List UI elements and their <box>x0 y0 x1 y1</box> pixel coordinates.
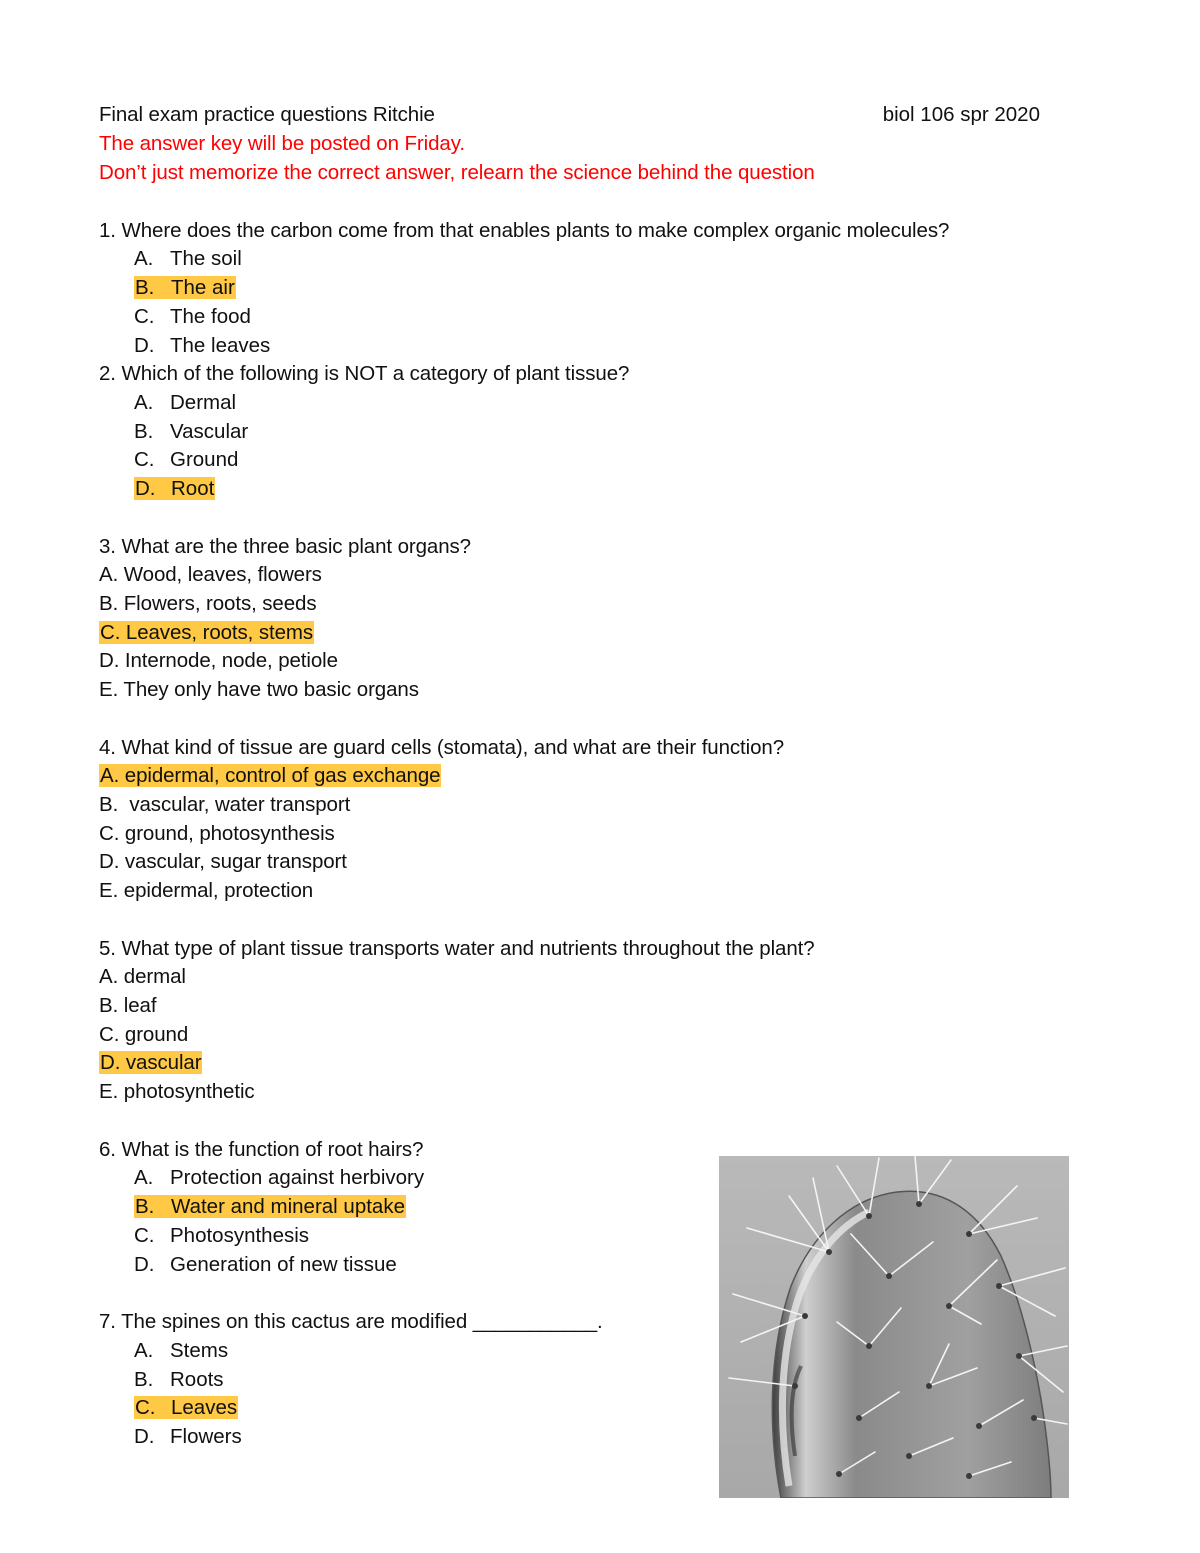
option-letter: D. <box>134 1253 155 1276</box>
q6-option-c <box>134 1223 309 1249</box>
q4-option-b: B. vascular, water transport <box>99 793 351 816</box>
option-letter: D. <box>135 477 156 500</box>
option-text: Leaves <box>171 1396 238 1419</box>
option-letter: C. <box>134 305 155 328</box>
option-letter: A. <box>134 1166 154 1189</box>
q4-option-d: D. vascular, sugar transport <box>99 850 347 873</box>
option-text: The food <box>170 305 251 328</box>
q7-option-a <box>134 1338 228 1364</box>
q6-option-d <box>134 1252 397 1278</box>
option-text: Dermal <box>170 391 237 414</box>
option-letter: C. <box>134 1224 155 1247</box>
question-7: 7. The spines on this cactus are modified ___________. <box>99 1310 603 1333</box>
option-text: Photosynthesis <box>170 1224 310 1247</box>
q7-option-b <box>134 1367 224 1393</box>
option-letter: A. <box>134 391 154 414</box>
document-title: Final exam practice questions Ritchie <box>99 103 435 126</box>
option-letter: A. <box>134 247 154 270</box>
option-letter: D. <box>134 334 155 357</box>
q3-option-d: D. Internode, node, petiole <box>99 649 338 672</box>
option-letter: A. <box>134 1339 154 1362</box>
q5-option-c: C. ground <box>99 1023 189 1046</box>
q7-option-d <box>134 1424 242 1450</box>
question-5: 5. What type of plant tissue transports water and nutrients throughout the plant? <box>99 937 815 960</box>
highlighted-answer <box>134 477 215 500</box>
q5-option-d <box>99 1050 202 1076</box>
course-label: biol 106 spr 2020 <box>882 103 1040 126</box>
q2-option-b <box>134 419 248 445</box>
highlighted-answer: A. epidermal, control of gas exchange <box>100 764 441 787</box>
q3-option-a: A. Wood, leaves, flowers <box>99 563 322 586</box>
q6-option-a <box>134 1165 424 1191</box>
option-letter: B. <box>135 276 155 299</box>
option-text: Root <box>171 477 215 500</box>
highlighted-answer <box>134 276 236 299</box>
option-text: Ground <box>170 448 239 471</box>
option-text: Stems <box>170 1339 229 1362</box>
highlighted-answer <box>134 1195 406 1218</box>
option-text: Generation of new tissue <box>170 1253 397 1276</box>
question-3: 3. What are the three basic plant organs? <box>99 535 471 558</box>
q5-option-e: E. photosynthetic <box>99 1080 255 1103</box>
question-6: 6. What is the function of root hairs? <box>99 1138 424 1161</box>
highlighted-answer: D. vascular <box>100 1051 202 1074</box>
option-letter: B. <box>135 1195 155 1218</box>
q3-option-e: E. They only have two basic organs <box>99 678 419 701</box>
q6-option-b <box>134 1194 406 1220</box>
question-4: 4. What kind of tissue are guard cells (stomata), and what are their function? <box>99 736 784 759</box>
q3-option-c <box>99 620 314 646</box>
q1-option-c <box>134 304 251 330</box>
option-text: Vascular <box>170 420 249 443</box>
highlighted-answer: C. Leaves, roots, stems <box>100 621 314 644</box>
option-text: Water and mineral uptake <box>171 1195 405 1218</box>
answer-key-notice: The answer key will be posted on Friday. <box>99 132 465 155</box>
q7-option-c <box>134 1395 238 1421</box>
q5-option-b: B. leaf <box>99 994 157 1017</box>
option-text: Flowers <box>170 1425 242 1448</box>
option-text: The air <box>171 276 235 299</box>
study-notice: Don’t just memorize the correct answer, relearn the science behind the question <box>99 161 815 184</box>
question-2: 2. Which of the following is NOT a category of plant tissue? <box>99 362 630 385</box>
option-text: Roots <box>170 1368 224 1391</box>
q3-option-b: B. Flowers, roots, seeds <box>99 592 317 615</box>
option-letter: B. <box>134 420 154 443</box>
q1-option-a <box>134 246 242 272</box>
q4-option-a <box>99 763 441 789</box>
option-letter: C. <box>135 1396 156 1419</box>
q1-option-d <box>134 333 270 359</box>
q2-option-d <box>134 476 215 502</box>
q1-option-b <box>134 275 236 301</box>
option-letter: B. <box>134 1368 154 1391</box>
option-letter: D. <box>134 1425 155 1448</box>
option-text: Protection against herbivory <box>170 1166 425 1189</box>
cactus-photo <box>719 1156 1069 1498</box>
question-1: 1. Where does the carbon come from that enables plants to make complex organic molecules? <box>99 219 950 242</box>
option-text: The soil <box>170 247 242 270</box>
option-text: The leaves <box>170 334 271 357</box>
q5-option-a: A. dermal <box>99 965 186 988</box>
q4-option-e: E. epidermal, protection <box>99 879 314 902</box>
q4-option-c: C. ground, photosynthesis <box>99 822 335 845</box>
q2-option-a <box>134 390 236 416</box>
option-letter: C. <box>134 448 155 471</box>
highlighted-answer <box>134 1396 238 1419</box>
q2-option-c <box>134 447 238 473</box>
